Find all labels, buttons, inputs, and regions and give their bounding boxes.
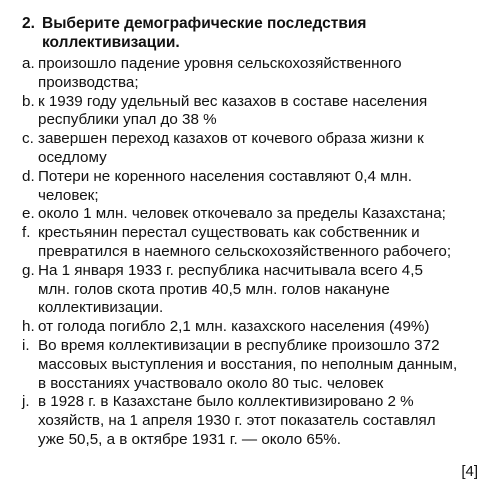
option-text: от голода погибло 2,1 млн. казахского населения (49%) — [38, 318, 430, 336]
option-letter: j. — [22, 393, 30, 411]
options-list — [22, 55, 482, 450]
option-c — [22, 130, 482, 168]
question-number: 2. — [22, 15, 35, 32]
option-text: На 1 января 1933 г. республика насчитывала всего 4,5 млн. голов скота против 40,5 млн. голов накануне коллективизации. — [38, 261, 423, 317]
question-text: Выберите демографические последствия коллективизации. — [42, 15, 367, 51]
option-text: около 1 млн. человек откочевало за пределы Казахстана; — [38, 205, 446, 223]
option-letter: a. — [22, 55, 35, 72]
option-letter: f. — [22, 224, 31, 242]
option-e — [22, 205, 482, 224]
option-letter: g. — [22, 261, 35, 279]
option-letter: c. — [22, 130, 34, 148]
option-text: Потери не коренного населения составляют 0,4 млн. человек; — [38, 167, 413, 204]
option-text: Во время коллективизации в республике произошло 372 массовых выступления и восстания, по неполным данным, в восстаниях участвовало около 80 тыс. человек — [38, 336, 458, 392]
option-text: к 1939 году удельный вес казахов в составе населения республики упал до 38 % — [38, 92, 428, 129]
option-f — [22, 224, 482, 262]
option-letter: i. — [22, 336, 30, 354]
option-text: крестьянин перестал существовать как собственник и превратился в наемного сельскохозяйственного рабочего; — [38, 224, 452, 260]
option-d — [22, 168, 482, 206]
option-letter: e. — [22, 205, 35, 223]
option-i — [22, 337, 482, 393]
option-letter: h. — [22, 318, 35, 336]
option-g — [22, 262, 482, 318]
option-a — [22, 55, 482, 93]
option-letter: d. — [22, 167, 35, 185]
option-h — [22, 318, 482, 337]
option-text: произошло падение уровня сельскохозяйственного производства; — [38, 55, 402, 91]
option-letter: b. — [22, 92, 35, 110]
option-j — [22, 393, 482, 449]
question-heading — [22, 14, 462, 52]
option-text: в 1928 г. в Казахстане было коллективизировано 2 % хозяйств, на 1 апреля 1930 г. этот показатель составлял уже 50,5, а в октябре 1931 г. — около 65%. — [38, 393, 436, 448]
option-b — [22, 93, 482, 131]
points-label: [4] — [461, 463, 478, 480]
option-text: завершен переход казахов от кочевого образа жизни к оседлому — [38, 130, 424, 166]
